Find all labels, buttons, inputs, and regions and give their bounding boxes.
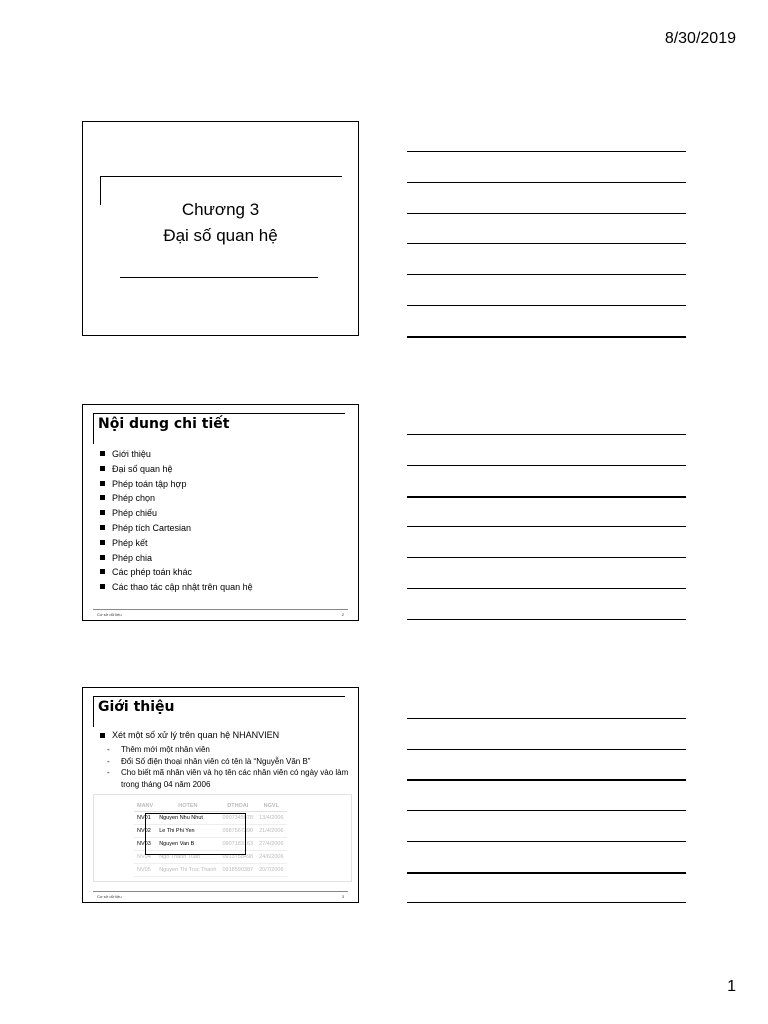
table-cell: NV03 [134, 838, 156, 851]
list-item: Phép chia [100, 551, 253, 566]
list-item: Đại số quan hệ [100, 462, 253, 477]
notes-line [407, 151, 686, 152]
notes-line [407, 305, 686, 306]
table-cell: NV02 [134, 825, 156, 838]
notes-line [407, 872, 686, 874]
table-cell: 0987567390 [219, 825, 256, 838]
table-cell: 0913758498 [219, 851, 256, 864]
slide-3-frame-vertical [93, 696, 94, 727]
slide-3-footer-number: 3 [341, 894, 344, 899]
table-cell: NV01 [134, 812, 156, 825]
print-date: 8/30/2019 [664, 30, 736, 47]
slide-3-frame-horizontal [93, 696, 345, 697]
list-item: - Cho biết mã nhân viên và họ tên các nhân viên có ngày vào làm trong tháng 04 năm 2006 [107, 767, 352, 790]
table-cell: 13/4/2006 [256, 812, 286, 825]
slide-2-frame-horizontal [93, 413, 345, 414]
list-item: Phép chọn [100, 491, 253, 506]
table-cell: NV05 [134, 864, 156, 877]
notes-line [407, 496, 686, 498]
list-item: - Thêm mới một nhân viên [107, 744, 352, 756]
table-cell: 21/4/2006 [256, 825, 286, 838]
notes-area [407, 0, 686, 1024]
table-cell: Le Thi Phi Yen [156, 825, 219, 838]
slide-1-frame-horizontal [100, 176, 342, 177]
selection-highlight-box [145, 813, 246, 855]
table-cell: NV04 [134, 851, 156, 864]
list-item: Phép tích Cartesian [100, 521, 253, 536]
notes-line [407, 588, 686, 589]
table-cell: Nguyen Thi Truc Thanh [156, 864, 219, 877]
notes-line [407, 841, 686, 842]
slide-1-chapter: Chương 3 [181, 200, 260, 219]
slide-2-title: Nội dung chi tiết [98, 416, 230, 432]
list-item: Phép toán tập hợp [100, 477, 253, 492]
list-item: Giới thiệu [100, 447, 253, 462]
list-item: Phép kết [100, 536, 253, 551]
slide-2-footer-text: Cơ sở dữ liệu [97, 612, 122, 617]
notes-line [407, 336, 686, 338]
column-header: NGVL [256, 801, 286, 812]
table-cell: 20/7/2006 [256, 864, 286, 877]
column-header: DTHOAI [219, 801, 256, 812]
notes-line [407, 434, 686, 435]
table-cell: 27/4/2006 [256, 838, 286, 851]
table-cell: 0918590387 [219, 864, 256, 877]
list-item: Phép chiếu [100, 506, 253, 521]
table-cell: Nguyen Van B [156, 838, 219, 851]
notes-line [407, 810, 686, 811]
slide-2-thumbnail [82, 404, 359, 621]
slide-3-intro-bullet: Xét một số xử lý trên quan hệ NHANVIEN [100, 730, 279, 740]
table-header-row [134, 801, 287, 812]
slide-2-bullet-list [100, 447, 253, 595]
slide-2-footer-divider [93, 609, 348, 610]
slide-3-footer-text: Cơ sở dữ liệu [97, 894, 122, 899]
notes-line [407, 465, 686, 466]
page-number: 1 [727, 978, 736, 995]
column-header: HOTEN [156, 801, 219, 812]
slide-2-footer-number: 2 [341, 612, 344, 617]
table-cell: 0907345678 [219, 812, 256, 825]
slide-2-frame-vertical [93, 413, 94, 444]
list-item: Các phép toán khác [100, 565, 253, 580]
slide-3-footer-divider [93, 891, 348, 892]
notes-line [407, 274, 686, 275]
notes-line [407, 243, 686, 244]
table-cell: 24/6/2006 [256, 851, 286, 864]
table-cell: Ngo Thanh Tuan [156, 851, 219, 864]
notes-line [407, 526, 686, 527]
slide-1-underline [120, 277, 318, 278]
slide-3-title: Giới thiệu [98, 699, 175, 715]
column-header: MANV [134, 801, 156, 812]
slide-3-thumbnail [82, 687, 359, 903]
table-row [134, 864, 287, 877]
notes-line [407, 619, 686, 620]
nhanvien-table-image [93, 794, 352, 882]
notes-line [407, 213, 686, 214]
slide-3-sub-list [107, 744, 352, 790]
table-cell: 0907183163 [219, 838, 256, 851]
slide-1-title: Đại số quan hệ [163, 226, 278, 245]
table-cell: Nguyen Nhu Nhut [156, 812, 219, 825]
notes-line [407, 182, 686, 183]
notes-line [407, 557, 686, 558]
slide-1-thumbnail [82, 121, 359, 336]
list-item: Các thao tác cập nhật trên quan hệ [100, 580, 253, 595]
notes-line [407, 718, 686, 719]
notes-line [407, 749, 686, 750]
list-item: - Đổi Số điện thoại nhân viên có tên là “Nguyễn Văn B” [107, 756, 352, 768]
notes-line [407, 779, 686, 781]
notes-line [407, 902, 686, 903]
